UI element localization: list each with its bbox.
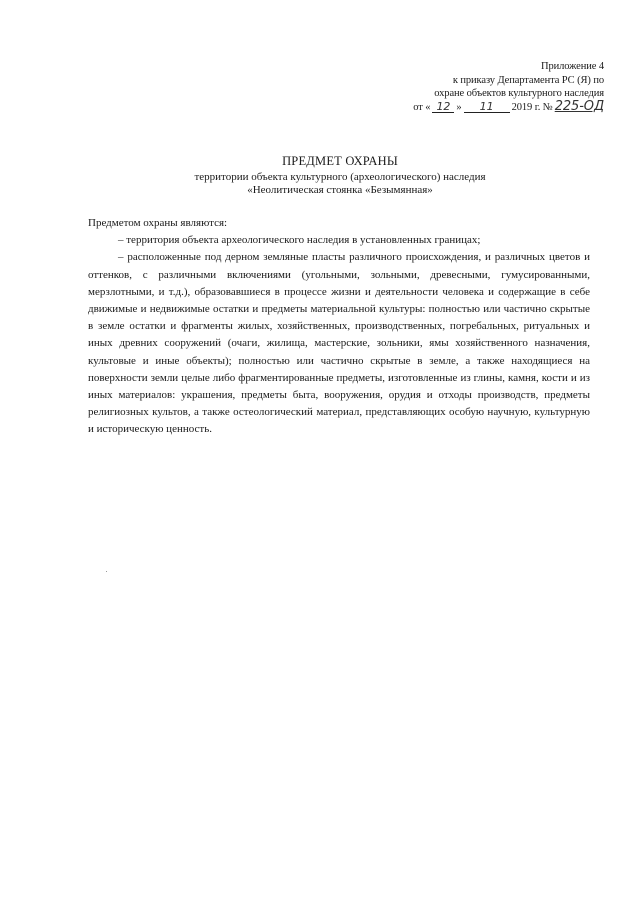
appendix-date-line <box>374 98 604 115</box>
appendix-department: охране объектов культурного наследия <box>434 88 604 99</box>
body-item-layers: – расположенные под дерном земляные пласты различного происхождения, и различных цветов и оттенков, с различными включениями (угольными, зольными, древесными, гумусированными, мерзлотными, и т.д.), образовавшиеся в процессе жизни и деятельности человека и содержащие в себе движимые и недвижимые остатки и предметы материальной культуры: полностью или частично скрытые в земле остатки и фрагменты жилых, хозяйственных, производственных, погребальных, ритуальных и иных древних сооружений (очаги, жилища, мастерские, зольники, ямы хозяйственного назначения, культовые и иные объекты); полностью или частично скрытые в земле, а также находящиеся на поверхности земли целые либо фрагментированные предметы, изготовленные из глины, камня, кости и из иных материалов: украшения, предметы быта, вооружения, орудия и отходы производств, предметы религиозных культов, а также остеологический материал, представляющих особую научную, культурную и историческую ценность. <box>88 251 590 436</box>
handwritten-day: 12 <box>432 101 454 113</box>
appendix-order-ref: к приказу Департамента РС (Я) по <box>452 74 604 86</box>
date-prefix: от « <box>413 101 431 113</box>
heading-subtitle-2: «Неолитическая стоянка «Безымянная» <box>247 184 433 196</box>
date-year: 2019 г. № <box>511 101 553 113</box>
handwritten-order-number: 225-ОД <box>554 98 604 114</box>
handwritten-month: 11 <box>464 101 510 113</box>
document-heading <box>0 155 640 198</box>
body-item-territory: – территория объекта археологического наследия в установленных границах; <box>118 234 481 247</box>
appendix-title: Приложение 4 <box>540 61 604 72</box>
scan-speck <box>106 571 107 572</box>
appendix-block <box>374 60 604 114</box>
heading-subtitle-1: территории объекта культурного (археологического) наследия <box>194 170 486 183</box>
page-title: ПРЕДМЕТ ОХРАНЫ <box>282 154 398 168</box>
document-body <box>88 215 590 439</box>
body-lead: Предметом охраны являются: <box>88 217 228 229</box>
date-mid: » <box>456 101 462 113</box>
